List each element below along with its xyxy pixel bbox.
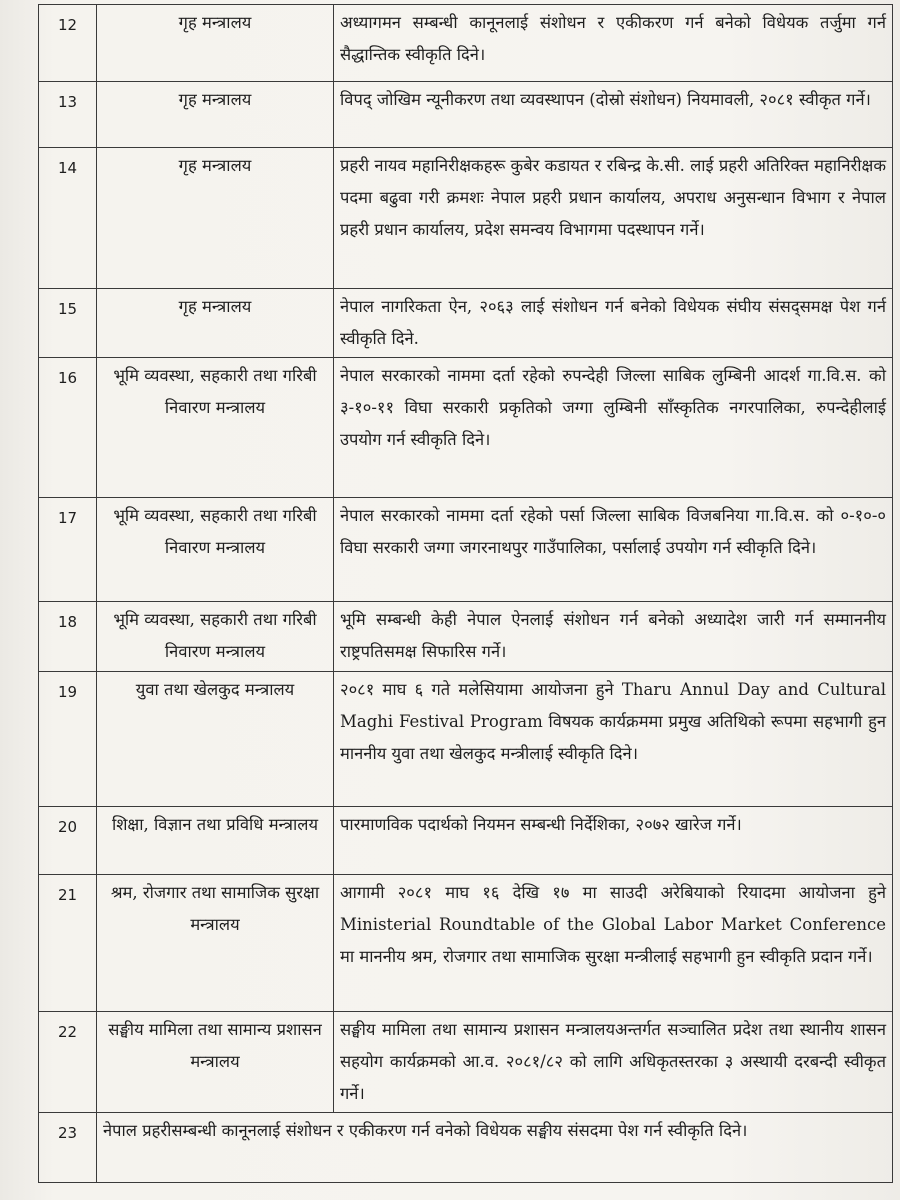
decision-cell: प्रहरी नायव महानिरीक्षकहरू कुबेर कडायत र रबिन्द्र के.सी. लाई प्रहरी अतिरिक्त महानिरीक्षक पदमा बढुवा गरी क्रमशः नेपाल प्रहरी प्रधान कार्यालय, अपराध अनुसन्धान विभाग र नेपाल प्रहरी प्रधान कार्यालय, प्रदेश समन्वय विभागमा पदस्थापन गर्ने। — [334, 148, 893, 289]
ministry-cell: सङ्घीय मामिला तथा सामान्य प्रशासन मन्त्रालय — [97, 1012, 334, 1113]
row-number: 23 — [39, 1113, 97, 1183]
decision-cell: विपद् जोखिम न्यूनीकरण तथा व्यवस्थापन (दोस्रो संशोधन) नियमावली, २०८१ स्वीकृत गर्ने। — [334, 82, 893, 148]
decision-cell: २०८१ माघ ६ गते मलेसियामा आयोजना हुने Tharu Annul Day and Cultural Maghi Festival Program विषयक कार्यक्रममा प्रमुख अतिथिको रूपमा सहभागी हुन माननीय युवा तथा खेलकुद मन्त्रीलाई स्वीकृति दिने। — [334, 672, 893, 807]
row-number: 18 — [39, 602, 97, 672]
table-row — [39, 1012, 893, 1113]
ministry-cell: भूमि व्यवस्था, सहकारी तथा गरिबी निवारण मन्त्रालय — [97, 602, 334, 672]
table-row — [39, 498, 893, 602]
decision-cell: नेपाल नागरिकता ऐन, २०६३ लाई संशोधन गर्न बनेको विधेयक संघीय संसद्समक्ष पेश गर्न स्वीकृति दिने. — [334, 289, 893, 358]
decision-cell: नेपाल प्रहरीसम्बन्धी कानूनलाई संशोधन र एकीकरण गर्न वनेको विधेयक सङ्घीय संसदमा पेश गर्न स्वीकृति दिने। — [97, 1113, 893, 1183]
row-number: 12 — [39, 5, 97, 82]
table-row — [39, 82, 893, 148]
ministry-cell: शिक्षा, विज्ञान तथा प्रविधि मन्त्रालय — [97, 807, 334, 875]
table-row — [39, 807, 893, 875]
decision-cell: भूमि सम्बन्धी केही नेपाल ऐनलाई संशोधन गर्न बनेको अध्यादेश जारी गर्न सम्माननीय राष्ट्रपतिसमक्ष सिफारिस गर्ने। — [334, 602, 893, 672]
table-row — [39, 1113, 893, 1183]
table-row — [39, 602, 893, 672]
ministry-cell: युवा तथा खेलकुद मन्त्रालय — [97, 672, 334, 807]
ministry-cell: श्रम, रोजगार तथा सामाजिक सुरक्षा मन्त्रालय — [97, 875, 334, 1012]
table-row — [39, 358, 893, 498]
table-row — [39, 672, 893, 807]
row-number: 13 — [39, 82, 97, 148]
decision-cell: नेपाल सरकारको नाममा दर्ता रहेको रुपन्देही जिल्ला साबिक लुम्बिनी आदर्श गा.वि.स. को ३-१०-११ विघा सरकारी प्रकृतिको जग्गा लुम्बिनी साँस्कृतिक नगरपालिका, रुपन्देहीलाई उपयोग गर्न स्वीकृति दिने। — [334, 358, 893, 498]
ministry-cell: भूमि व्यवस्था, सहकारी तथा गरिबी निवारण मन्त्रालय — [97, 498, 334, 602]
table-row — [39, 5, 893, 82]
ministry-cell: भूमि व्यवस्था, सहकारी तथा गरिबी निवारण मन्त्रालय — [97, 358, 334, 498]
row-number: 17 — [39, 498, 97, 602]
ministry-cell: गृह मन्त्रालय — [97, 148, 334, 289]
row-number: 14 — [39, 148, 97, 289]
decision-cell: नेपाल सरकारको नाममा दर्ता रहेको पर्सा जिल्ला साबिक विजबनिया गा.वि.स. को ०-१०-० विघा सरकारी जग्गा जगरनाथपुर गाउँपालिका, पर्सालाई उपयोग गर्न स्वीकृति दिने। — [334, 498, 893, 602]
decision-cell: आगामी २०८१ माघ १६ देखि १७ मा साउदी अरेबियाको रियादमा आयोजना हुने Ministerial Roundtable of the Global Labor Market Conference मा माननीय श्रम, रोजगार तथा सामाजिक सुरक्षा मन्त्रीलाई सहभागी हुन स्वीकृति प्रदान गर्ने। — [334, 875, 893, 1012]
row-number: 21 — [39, 875, 97, 1012]
decisions-table — [38, 4, 893, 1183]
table-row — [39, 148, 893, 289]
decision-cell: अध्यागमन सम्बन्धी कानूनलाई संशोधन र एकीकरण गर्न बनेको विधेयक तर्जुमा गर्न सैद्धान्तिक स्वीकृति दिने। — [334, 5, 893, 82]
row-number: 16 — [39, 358, 97, 498]
decision-cell: पारमाणविक पदार्थको नियमन सम्बन्धी निर्देशिका, २०७२ खारेज गर्ने। — [334, 807, 893, 875]
row-number: 22 — [39, 1012, 97, 1113]
row-number: 15 — [39, 289, 97, 358]
ministry-cell: गृह मन्त्रालय — [97, 289, 334, 358]
decision-cell: सङ्घीय मामिला तथा सामान्य प्रशासन मन्त्रालयअन्तर्गत सञ्चालित प्रदेश तथा स्थानीय शासन सहयोग कार्यक्रमको आ.व. २०८१/८२ को लागि अधिकृतस्तरका ३ अस्थायी दरबन्दी स्वीकृत गर्ने। — [334, 1012, 893, 1113]
ministry-cell: गृह मन्त्रालय — [97, 5, 334, 82]
row-number: 19 — [39, 672, 97, 807]
table-row — [39, 289, 893, 358]
ministry-cell: गृह मन्त्रालय — [97, 82, 334, 148]
table-row — [39, 875, 893, 1012]
row-number: 20 — [39, 807, 97, 875]
